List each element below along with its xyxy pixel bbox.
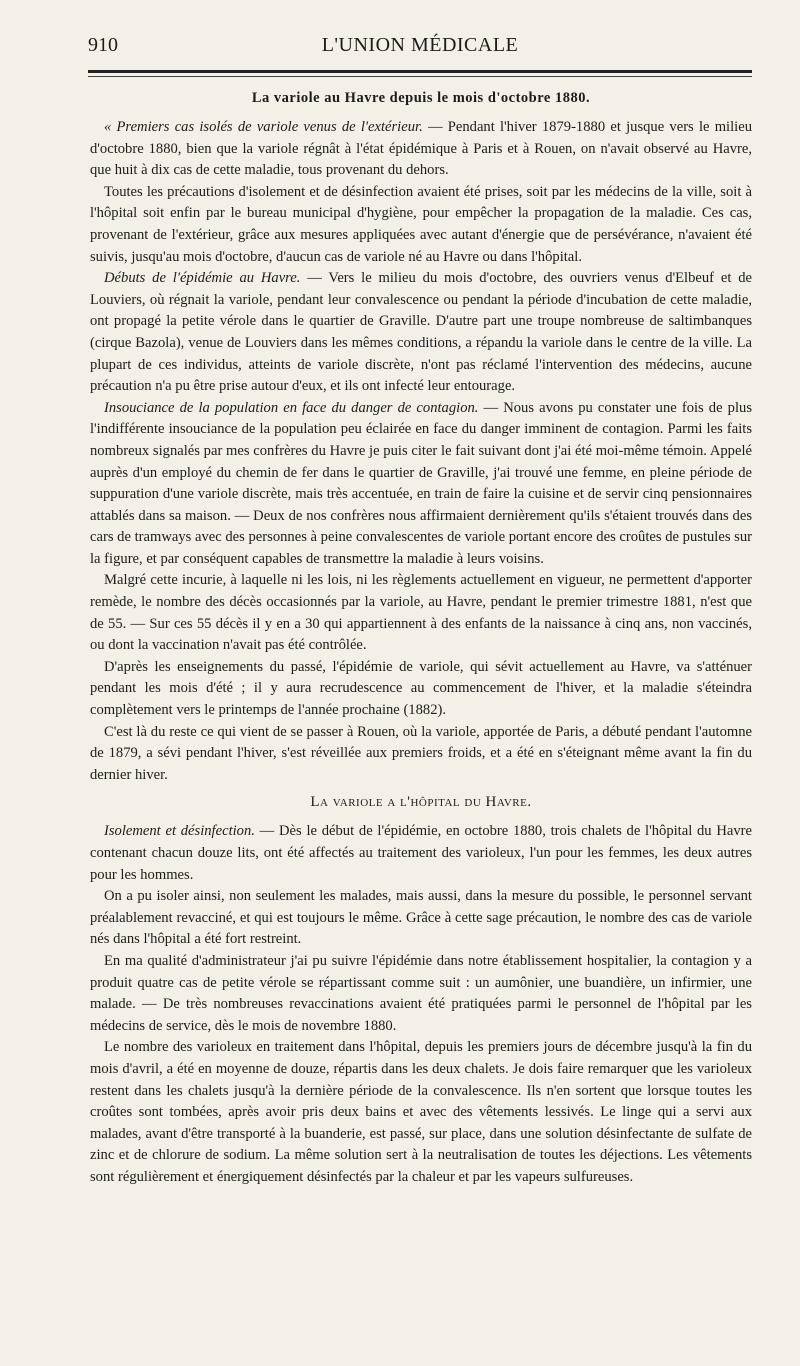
section-title: La variole a l'hôpital du Havre. <box>310 794 532 811</box>
paragraph <box>90 182 752 268</box>
running-title: L'UNION MÉDICALE <box>321 34 519 56</box>
section-1-paragraphs <box>90 117 752 786</box>
page-header <box>88 34 752 64</box>
paragraph-lead: Débuts de l'épidémie au Havre. <box>104 270 301 287</box>
paragraph-text: — Vers le milieu du mois d'octobre, des ouvriers venus d'Elbeuf et de Louviers, où régnait la variole, pendant leur convalescence ou pendant la période d'incubation de cette maladie, ont propagé la petite vérole dans le quartier de Graville. D'autre part une troupe nombreuse de saltimbanques (cirque Bazola), venue de Louviers dans les mêmes conditions, a répandu la variole dans le centre de la ville. La plupart de ces individus, atteints de variole discrète, n'ont pas réclamé l'intervention des médecins, aucune précaution n'a pu être prise autour d'eux, et ils ont infecté leur entourage. <box>90 270 752 395</box>
paragraph-text: Toutes les précautions d'isolement et de désinfection avaient été prises, soit par les médecins de la ville, soit à l'hôpital soit enfin par le bureau municipal d'hygiène, pour empêcher la propagation de la maladie. Ces cas, provenant de l'extérieur, grâce aux mesures appliquées avec autant d'énergie que de persévérance, n'avaient été suivis, jusqu'au mois d'octobre, d'aucun cas de variole né au Havre ou dans l'hôpital. <box>90 183 752 265</box>
paragraph <box>90 398 752 571</box>
header-rule-thin <box>88 76 752 77</box>
paragraph <box>90 268 752 398</box>
paragraph-text: En ma qualité d'administrateur j'ai pu suivre l'épidémie dans notre établissement hospitalier, la contagion y a produit quatre cas de petite vérole se répartissant comme suit : un aumônier, une buandière, un infirmier, une malade. — De très nombreuses revaccinations avaient été pratiquées parmi le personnel de l'hôpital par les médecins de service, dès le mois de novembre 1880. <box>90 952 752 1034</box>
paragraph-text: C'est là du reste ce qui vient de se passer à Rouen, où la variole, apportée de Paris, a débuté pendant l'automne de 1879, a sévi pendant l'hiver, s'est réveillée aux premiers froids, et a été en s'éteignant même avant la fin du dernier hiver. <box>90 723 752 783</box>
paragraph-text: — Dès le début de l'épidémie, en octobre 1880, trois chalets de l'hôpital du Havre contenant chacun douze lits, ont été affectés au traitement des varioleux, l'un pour les femmes, les deux autres pour les hommes. <box>90 823 753 883</box>
paragraph-lead: Insouciance de la population en face du danger de contagion. <box>104 399 479 416</box>
header-rule <box>88 70 752 73</box>
paragraph-text: — Pendant l'hiver 1879-1880 et jusque vers le milieu d'octobre 1880, bien que la variole régnât à l'état épidémique à Paris et à Rouen, on n'avait observé au Havre, que huit à dix cas de cette maladie, tous provenant du dehors. <box>90 119 752 179</box>
page-number: 910 <box>88 34 118 56</box>
paragraph-text: On a pu isoler ainsi, non seulement les malades, mais aussi, dans la mesure du possible, le personnel servant préalablement revacciné, et qui est toujours le même. Grâce à cette sage précaution, le nombre des cas de variole nés dans l'hôpital a été fort restreint. <box>90 888 752 948</box>
paragraph-text: Le nombre des varioleux en traitement dans l'hôpital, depuis les premiers jours de décembre jusqu'à la fin du mois d'avril, a été en moyenne de douze, répartis dans les deux chalets. Je dois faire remarquer que les varioleux restent dans les chalets jusqu'à la dernière période de la convalescence. Ils n'en sortent que lorsque toutes les croûtes sont tombées, après avoir pris deux bains et avec des vêtements lessivés. Le linge qui a servi aux malades, avant d'être transporté à la buanderie, est passé, sur place, dans une solution désinfectante de sulfate de zinc et de chlorure de sodium. La même solution sert à la neutralisation de toutes les déjections. Les vêtements sont régulièrement et énergiquement désinfectés par la chaleur et par les vapeurs sulfureuses. <box>90 1039 752 1185</box>
paragraph-lead: « Premiers cas isolés de variole venus de l'extérieur. <box>104 119 423 135</box>
paragraph-text: Malgré cette incurie, à laquelle ni les lois, ni les règlements actuellement en vigueur, ne permettent d'apporter remède, le nombre des décès occasionnés par la variole, au Havre, pendant le premier trimestre 1881, n'est que de 55. — Sur ces 55 décès il y en a 30 qui appartiennent à des enfants de la naissance à cinq ans, non vaccinés, ou dont la vaccination n'avait pas été contrôlée. <box>90 572 752 654</box>
paragraph <box>90 722 752 787</box>
section-2-paragraphs <box>90 821 752 1188</box>
paragraph <box>90 886 752 951</box>
paragraph-lead: Isolement et désinfection. <box>104 823 255 840</box>
paragraph <box>90 657 752 722</box>
paragraph-text: — Nous avons pu constater une fois de plus l'indifférente insouciance de la population peu éclairée en face du danger imminent de contagion. Parmi les faits nombreux signalés par mes confrères du Havre je puis citer le fait suivant dont j'ai été moi-même témoin. Appelé auprès d'un employé du chemin de fer dans le quartier de Graville, j'ai trouvé une femme, en pleine période de suppuration d'une variole discrète, mais très accentuée, en train de faire la cuisine et de servir cinq pensionnaires attablés dans sa maison. — Deux de nos confrères nous affirmaient dernièrement qu'ils s'étaient trouvés dans des cars de tramways avec des personnes à peine convalescentes de variole portant encore des croûtes de pustules sur la figure, et par conséquent capables de transmettre la maladie à leurs voisins. <box>90 399 752 567</box>
paragraph <box>90 1037 752 1188</box>
paragraph <box>90 570 752 656</box>
article-body <box>90 90 752 1189</box>
paragraph <box>90 951 752 1037</box>
paragraph <box>90 821 752 886</box>
section-title: La variole au Havre depuis le mois d'octobre 1880. <box>251 90 591 106</box>
paragraph <box>90 117 752 182</box>
paragraph-text: D'après les enseignements du passé, l'épidémie de variole, qui sévit actuellement au Havre, va s'atténuer pendant les mois d'été ; il y aura recrudescence au commencement de l'hiver, et la maladie s'éteindra complètement vers le printemps de l'année prochaine (1882). <box>90 658 752 719</box>
